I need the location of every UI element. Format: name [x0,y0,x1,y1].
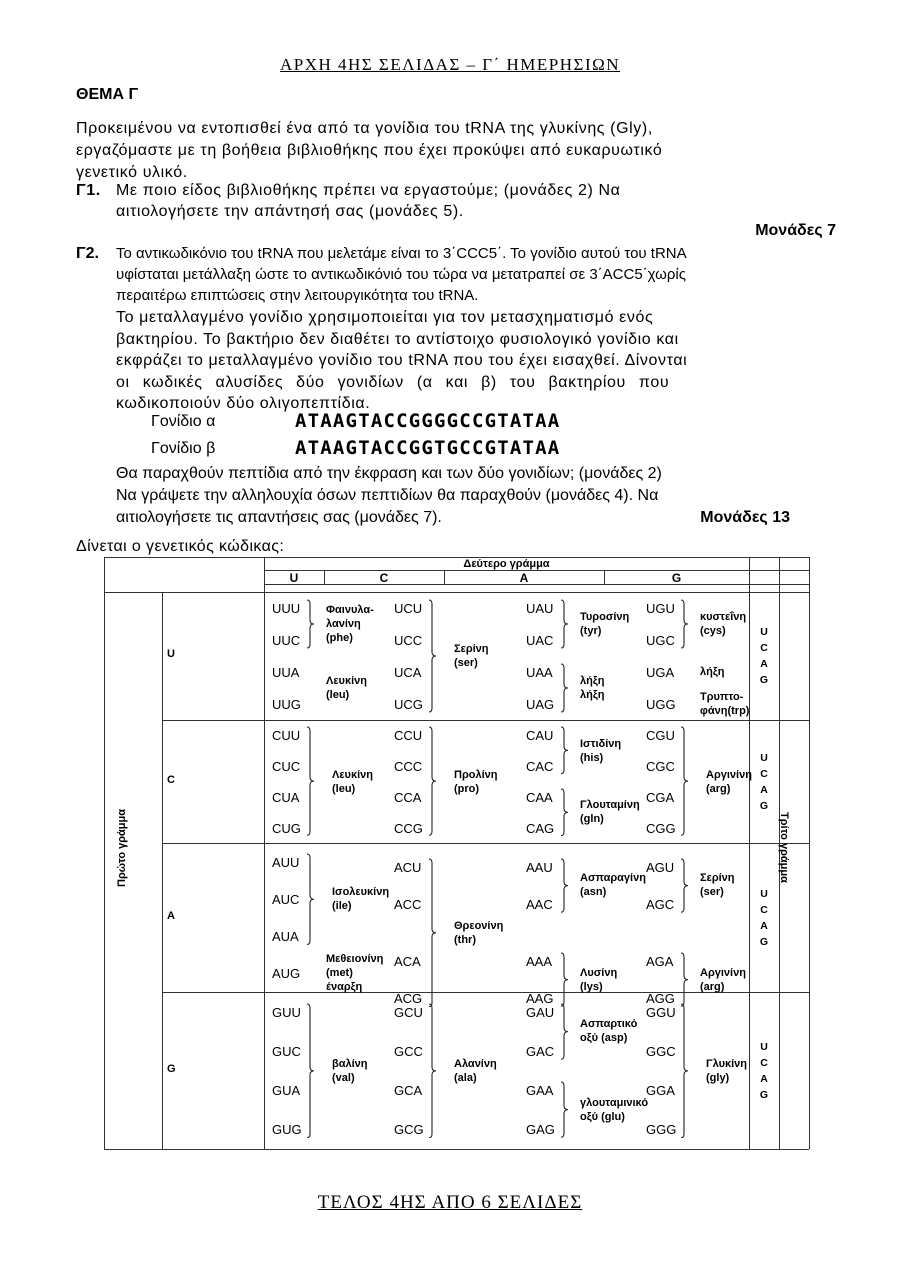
question-line: Το μεταλλαγμένο γονίδιο χρησιμοποιείται για τον μετασχηματισμό ενός [116,309,654,326]
gene-alpha [151,410,561,432]
codon: CAG [526,820,555,836]
codon: ACA [394,954,421,970]
third-letters: U C A G [759,887,769,948]
codon: UCG [394,697,423,712]
question-line: Να γράψετε την αλληλουχία όσων πεπτιδίων θα παραχθούν (μονάδες 4). Να [116,487,659,504]
first-letter-U: U [167,648,175,660]
question-line: βακτηρίου. Το βακτήριο δεν διαθέτει το αντίστοιχο φυσιολογικό γονίδιο και [116,330,679,348]
codon: CAA [526,789,553,805]
gene-beta [151,437,561,459]
question-line: υφίσταται μετάλλαξη ώστε το αντικωδικόνιό του τώρα να μετατραπεί σε 3΄ACC5΄χωρίς [116,266,686,283]
amino-acid: Ασπαραγίνη (asn) [580,872,646,899]
codon: CCU [394,728,423,744]
codon: UGU [646,601,675,616]
amino-acid: Αργινίνη (arg) [700,966,746,993]
question-line: αιτιολογήσετε την απάντησή σας (μονάδες 5). [116,203,464,220]
marks-g2: Μονάδες 13 [700,509,790,526]
amino-acid: λήξη λήξη [580,675,605,701]
brace-icon [306,1003,315,1139]
amino-acid: Σερίνη (ser) [454,643,489,669]
second-letter-A: A [519,571,529,585]
table-rule [162,843,809,844]
gene-sequence: ATAAGTACCGGGGCCGTATAA [295,410,561,432]
codon: GUG [272,1122,302,1138]
codon: CUA [272,789,300,805]
codon: CCC [394,759,423,775]
question-line: Το αντικωδικόνιο του tRNA που μελετάμε είναι το 3΄CCC5΄. Το γονίδιο αυτού του tRNA [116,245,687,262]
genetic-code-table [104,557,809,1149]
codon: AGA [646,954,674,970]
page-footer: ΤΕΛΟΣ 4ΗΣ ΑΠΟ 6 ΣΕΛΙΔΕΣ [317,1192,583,1213]
second-letter-G: G [671,571,682,585]
codon: AUG [272,966,301,982]
codon: UUA [272,665,300,680]
codon: GAG [526,1122,555,1138]
amino-acid: βαλίνη (val) [332,1057,368,1084]
first-letter-C: C [167,773,175,786]
codon: CCG [394,820,423,836]
codon: GCA [394,1083,423,1099]
amino-acid: Σερίνη (ser) [700,872,735,899]
question-g2-body [116,307,836,415]
codon: CUU [272,728,301,744]
codon: CCA [394,789,422,805]
intro-line: εργαζόμαστε με τη βοήθεια βιβλιοθήκης που έχει προκύψει από ευκαρυωτικό [76,142,663,159]
codon: AAC [526,896,553,912]
brace-icon [560,788,569,837]
third-letter-title: Τρίτο γράμμα [778,812,790,883]
first-letter-A: A [167,909,175,922]
codon: CUG [272,820,301,836]
gene-sequence: ATAAGTACCGGTGCCGTATAA [295,437,561,459]
codon: GGA [646,1083,675,1099]
brace-icon [680,1003,689,1139]
table-rule [809,557,810,1149]
first-letter-title: Πρώτο γράμμα [116,808,128,887]
codon: GAA [526,1083,554,1099]
codon: GAC [526,1043,555,1059]
codon: AUU [272,854,300,870]
brace-icon [428,726,437,836]
question-number: Γ1. [76,182,101,199]
codon: UGA [646,665,675,680]
codon: UCA [394,665,422,680]
codon: UCU [394,601,423,616]
codon: GGG [646,1122,677,1138]
question-g1 [76,180,836,222]
table-rule [162,720,809,721]
table-rule [162,592,163,1149]
brace-icon [560,726,569,775]
amino-acid: Γλυκίνη (gly) [706,1057,747,1084]
amino-acid: γλουταμινικό οξύ (glu) [580,1096,649,1123]
codon: UUU [272,601,301,616]
question-line: οι κωδικές αλυσίδες δύο γονιδίων (α και β) του βακτηρίου που [116,373,670,391]
codon: GGC [646,1043,676,1059]
codon: GUA [272,1083,301,1099]
question-line: κωδικοποιούν δύο ολιγοπεπτίδια. [116,395,371,412]
codon: UUC [272,633,301,648]
brace-icon [428,1003,437,1139]
codon: AGC [646,896,675,912]
brace-icon [560,858,569,913]
question-line: Με ποιο είδος βιβλιοθήκης πρέπει να εργαστούμε; (μονάδες 2) Να [116,182,621,199]
amino-acid: Τρυπτο- φάνη(trp) [700,691,750,717]
codon: CGG [646,820,676,836]
brace-icon [306,726,315,836]
codon: AUA [272,929,299,945]
codon: GUU [272,1004,301,1020]
table-rule [264,557,265,1149]
codon: CAU [526,728,554,744]
brace-icon [306,599,315,649]
brace-icon [680,858,689,913]
page-header: ΑΡΧΗ 4ΗΣ ΣΕΛΙΔΑΣ – Γ΄ ΗΜΕΡΗΣΙΩΝ [279,55,621,74]
amino-acid: Προλίνη (pro) [454,768,498,795]
table-rule [104,592,809,593]
codon: AAG [526,991,554,1007]
gene-label: Γονίδιο α [151,413,216,430]
third-letters: U C A G [759,1040,769,1101]
amino-acid: λήξη [700,666,725,678]
brace-icon [428,858,437,1008]
codon: ACU [394,859,422,875]
topic-title: ΘΕΜΑ Γ [76,86,139,103]
codon: AAA [526,954,553,970]
second-letter-title: Δεύτερο γράμμα [463,558,550,570]
intro-line: Προκειμένου να εντοπισθεί ένα από τα γονίδια του tRNA της γλυκίνης (Gly), [76,120,653,137]
codon: GGU [646,1004,676,1020]
codon: UGG [646,697,676,712]
codon: GAU [526,1004,555,1020]
codon: UAA [526,665,553,680]
amino-acid: Λυσίνη (lys) [580,966,618,993]
brace-icon [560,952,569,1007]
question-line-with-marks [116,507,836,529]
amino-acid: Λευκίνη (leu) [332,768,373,795]
codon: AGG [646,991,675,1007]
question-line: αιτιολογήσετε τις απαντήσεις σας (μονάδες 7). [116,509,442,526]
first-letter-G: G [167,1062,176,1075]
table-rule [104,557,105,1149]
codon: UAU [526,601,554,616]
second-letter-C: C [379,571,389,585]
codon: UAG [526,697,555,712]
amino-acid: Αργινίνη (arg) [706,768,752,795]
codon: CGA [646,789,675,805]
codon: UCC [394,633,423,648]
codon: AGU [646,859,675,875]
table-rule [104,1149,809,1150]
topic-intro [76,118,836,184]
amino-acid: Λευκίνη (leu) [326,675,367,701]
codon: UGC [646,633,675,648]
codon: AAU [526,859,553,875]
amino-acid: Μεθειονίνη (met) έναρξη [326,953,384,994]
question-line: περαιτέρω επιπτώσεις στην λειτουργικότητα του tRNA. [116,287,479,304]
codon: AUC [272,891,300,907]
codon: UUG [272,697,301,712]
amino-acid: Φαινυλα- λανίνη (phe) [326,604,374,644]
codon: ACC [394,896,422,912]
brace-icon [560,599,569,649]
amino-acid: Ισολευκίνη (ile) [332,885,390,912]
amino-acid: κυστεΐνη (cys) [700,611,747,637]
intro-line: γενετικό υλικό. [76,164,188,181]
codon: ACG [394,991,423,1007]
codon: CGU [646,728,675,744]
brace-icon [428,599,437,713]
question-number: Γ2. [76,245,99,262]
codon: GCC [394,1043,423,1059]
codon: UAC [526,633,554,648]
brace-icon [306,853,315,946]
third-letters: U C A G [759,751,769,812]
amino-acid: Γλουταμίνη (gln) [580,799,640,826]
question-line: εκφράζει το μεταλλαγμένο γονίδιο του tRNA που του έχει εισαχθεί. Δίνονται [116,352,688,369]
brace-icon [680,952,689,1007]
question-line: Θα παραχθούν πεπτίδια από την έκφραση και των δύο γονιδίων; (μονάδες 2) [116,465,662,482]
amino-acid: Αλανίνη (ala) [454,1057,497,1084]
brace-icon [560,1081,569,1138]
amino-acid: Θρεονίνη (thr) [454,919,504,946]
gene-label: Γονίδιο β [151,440,216,457]
brace-icon [560,663,569,713]
second-letter-U: U [289,571,299,585]
codon: CAC [526,759,554,775]
codon: GCG [394,1122,424,1138]
brace-icon [680,599,689,649]
marks-g1: Μονάδες 7 [755,222,836,239]
amino-acid: Ιστιδίνη (his) [580,737,622,764]
question-g2 [76,243,836,306]
amino-acid: Τυροσίνη (tyr) [580,611,630,637]
codon: GCU [394,1004,423,1020]
codon: GUC [272,1043,301,1059]
brace-icon [680,726,689,836]
codon: CGC [646,759,675,775]
amino-acid: Ασπαρτικό οξύ (asp) [580,1018,638,1045]
given-code-text: Δίνεται ο γενετικός κώδικας: [76,538,285,555]
brace-icon [560,1003,569,1060]
third-letters: U C A G [759,626,769,686]
codon: CUC [272,759,301,775]
